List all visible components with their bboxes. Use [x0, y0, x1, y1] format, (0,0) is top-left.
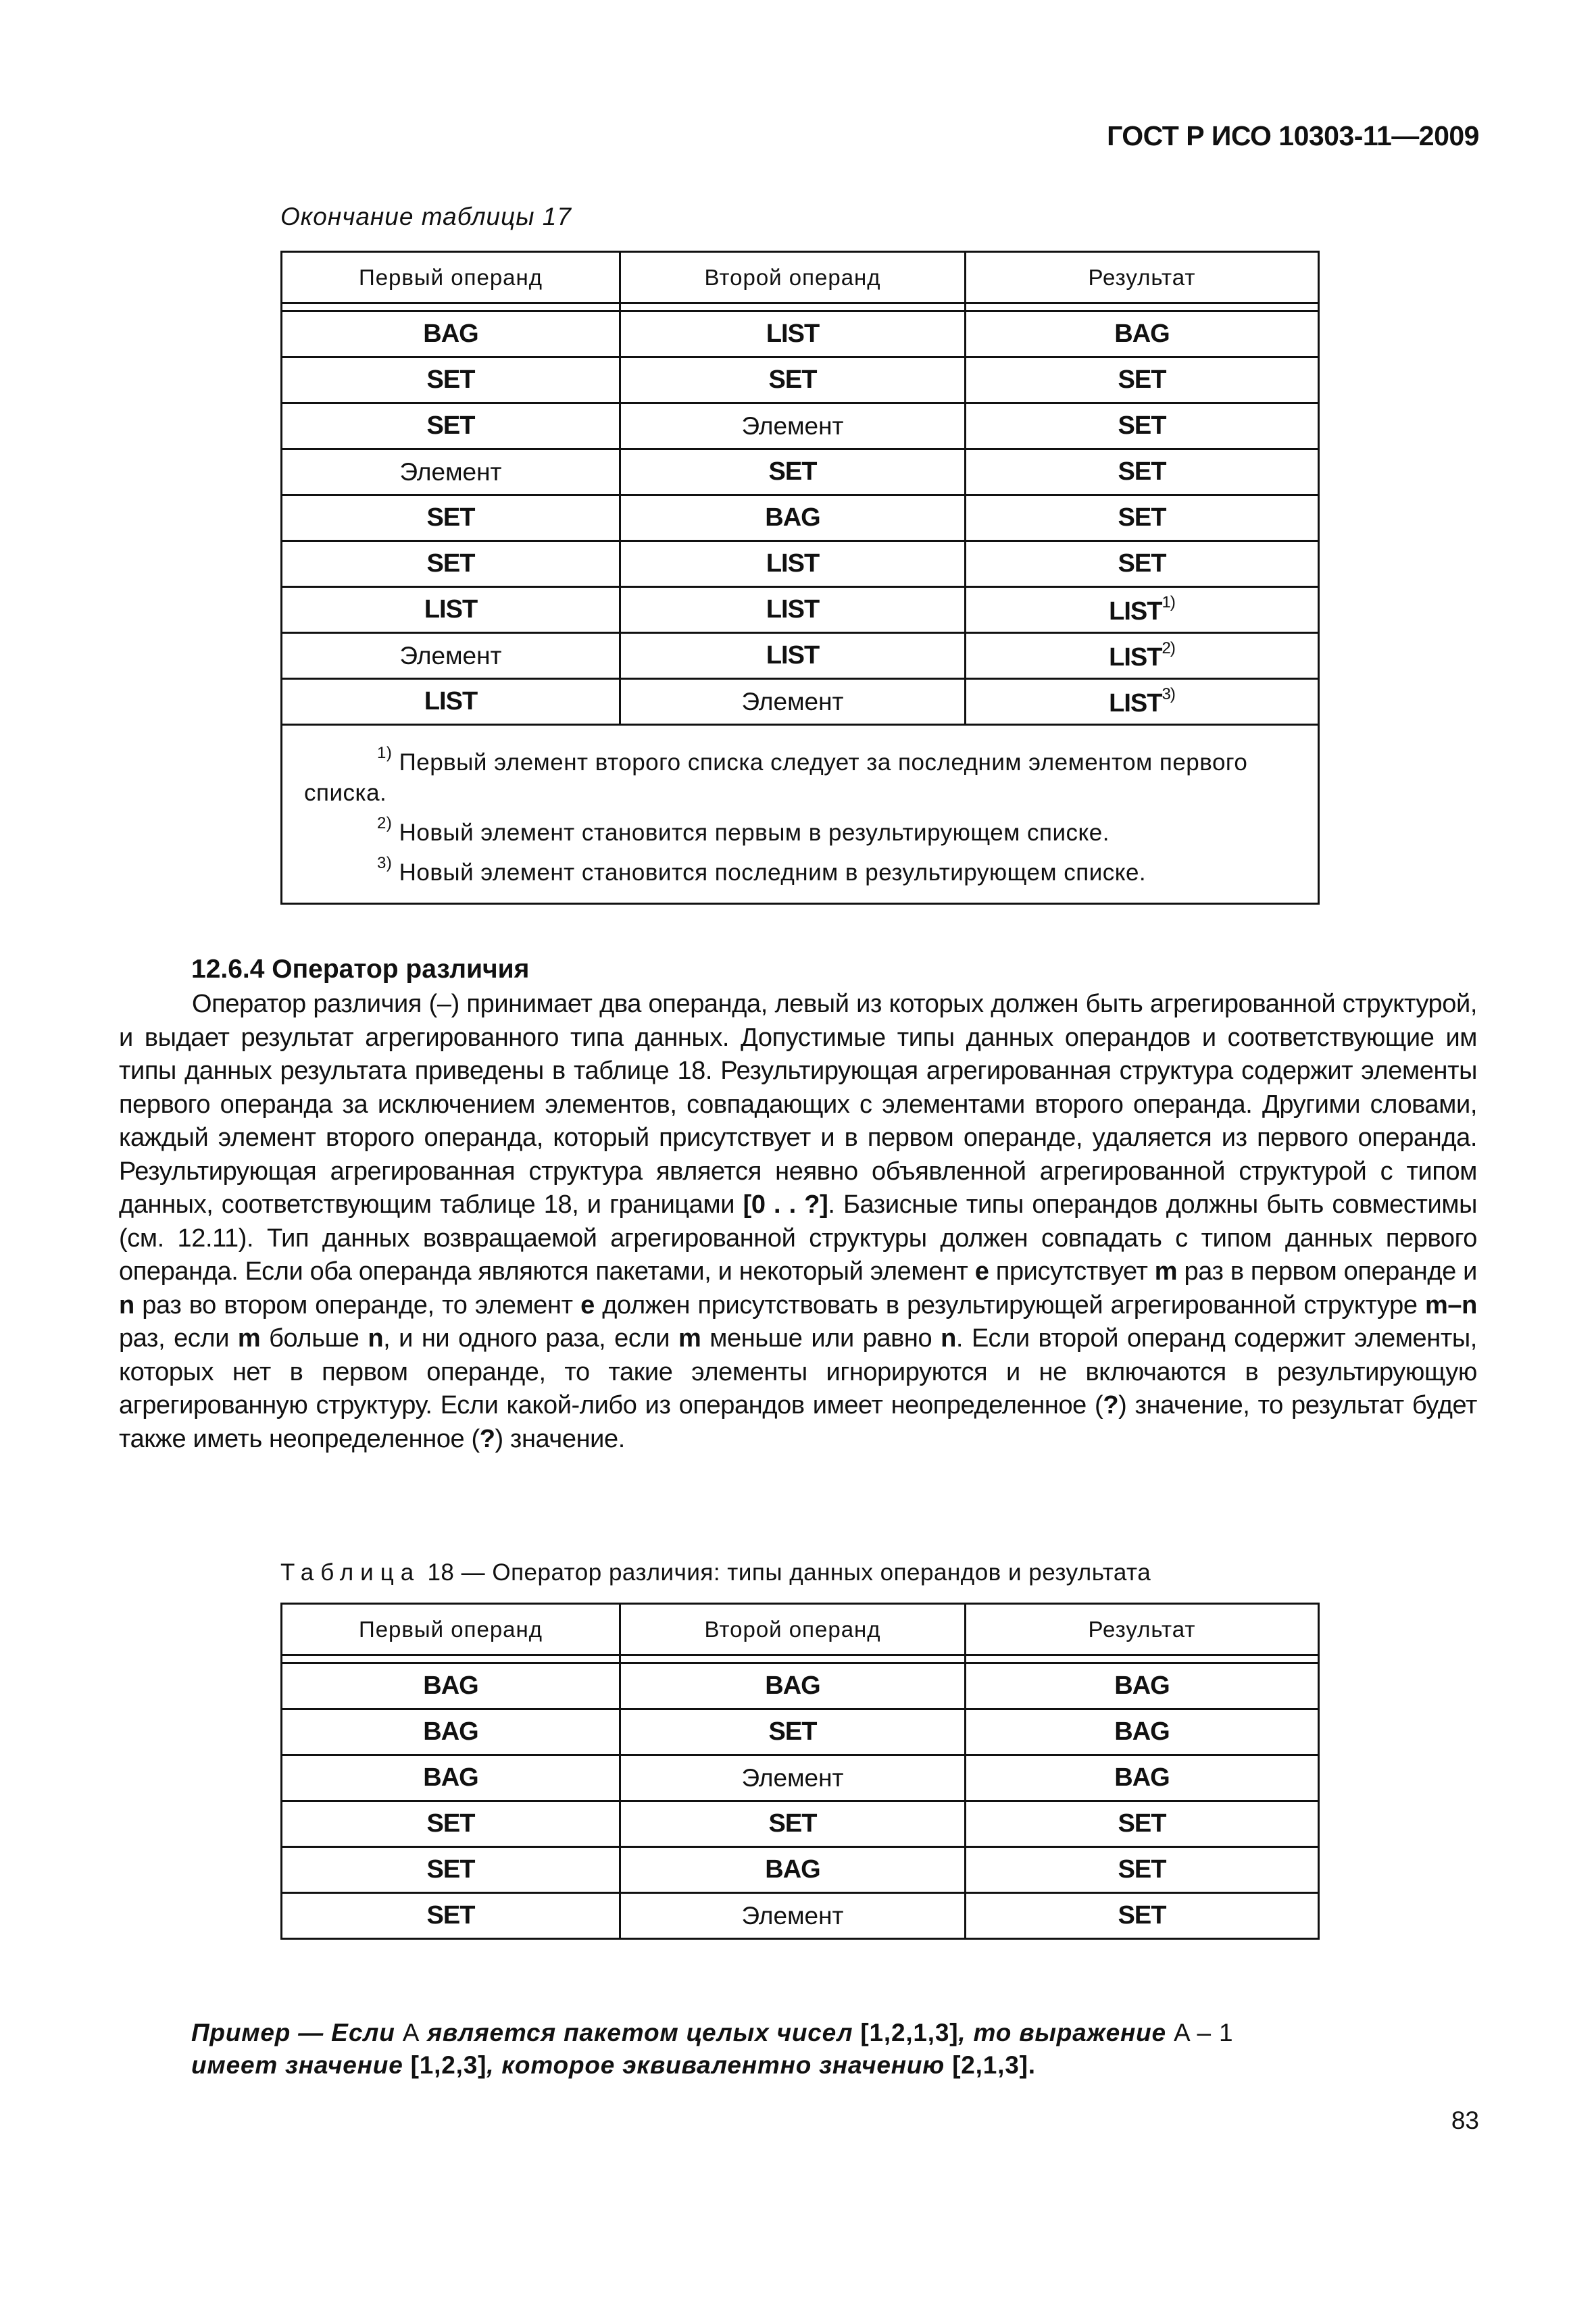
table-row	[282, 449, 1319, 495]
table-row	[282, 1801, 1319, 1847]
document-header: ГОСТ Р ИСО 10303-11—2009	[1107, 120, 1479, 151]
table-cell: SET	[966, 541, 1319, 587]
column-header: Результат	[966, 1604, 1319, 1655]
table-cell: BAG	[282, 311, 620, 357]
footnote: $^{3)}$ Новый элемент становится последним в результирующем списке.	[377, 854, 1147, 886]
table-cell: Элемент	[282, 449, 620, 495]
column-header: Второй операнд	[620, 1604, 966, 1655]
footnote-mark: 2)	[1162, 639, 1175, 657]
table-row	[282, 541, 1319, 587]
header-separator	[282, 1655, 1319, 1663]
table-row	[282, 1755, 1319, 1801]
footnote-continuation: списка.	[304, 780, 387, 806]
table-cell: SET	[620, 449, 966, 495]
table-cell: Элемент	[282, 633, 620, 679]
table-cell: SET	[966, 1893, 1319, 1939]
table-18-header-row	[282, 1604, 1319, 1655]
footnote: $^{2)}$ Новый элемент становится первым в результирующем списке.	[377, 814, 1109, 846]
header-separator	[282, 303, 1319, 311]
table-18	[280, 1603, 1320, 1940]
table-cell: LIST	[620, 633, 966, 679]
table-cell: SET	[282, 541, 620, 587]
table-row	[282, 495, 1319, 541]
table-cell: LIST$^{1)}$	[966, 587, 1319, 633]
table-row	[282, 1663, 1319, 1709]
section-paragraph: Оператор различия (–) принимает два операнда, левый из которых должен быть агрегированной структурой, и выдает результат агрегированного типа данных. Допустимые типы данных операндов и соответствующие им типы данных результата приведены в таблице 18. Результирующая агрегированная структура содержит элементы первого операнда за исключением элементов, совпадающих с элементами второго операнда. Другими словами, каждый элемент второго операнда, который присутствует и в первом операнде, удаляется из первого операнда. Результирующая агрегированная структура является неявно объявленной агрегированной структурой с типом данных, соответствующим таблице 18, и границами [0 . . ?]. Базисные типы операндов должны быть совместимы (см. 12.11). Тип данных возвращаемой агрегированной структуры должен совпадать с типом данных первого операнда. Если оба операнда являются пакетами, и некоторый элемент e присутствует m раз в первом операнде и n раз во втором операнде, то элемент e должен присутствовать в результирующей агрегированной структуре m–n раз, если m больше n, и ни одного раза, если m меньше или равно n. Если второй операнд содержит элементы, которых нет в первом операнде, то такие элементы игнорируются и не включаются в результирующую агрегированную структуру. Если какой-либо из операндов имеет неопределенное (?) значение, то результат будет также иметь неопределенное (?) значение.	[119, 990, 1477, 1453]
table-cell: SET	[966, 449, 1319, 495]
table-17	[280, 251, 1320, 905]
footnote-mark: 3)	[1162, 685, 1175, 703]
table-cell: BAG	[282, 1663, 620, 1709]
table-row	[282, 587, 1319, 633]
table-cell: SET	[282, 357, 620, 403]
table-cell: BAG	[282, 1755, 620, 1801]
table-cell: SET	[620, 1801, 966, 1847]
table-row	[282, 1847, 1319, 1893]
table-cell: LIST	[282, 587, 620, 633]
footnote-mark: 1)	[1162, 593, 1175, 611]
table-row	[282, 357, 1319, 403]
table-cell: SET	[620, 1709, 966, 1755]
table-cell: SET	[282, 403, 620, 449]
table-row	[282, 633, 1319, 679]
column-header: Результат	[966, 252, 1319, 303]
table-cell: SET	[966, 357, 1319, 403]
table-cell: Элемент	[620, 403, 966, 449]
table-cell: SET	[966, 1847, 1319, 1893]
table-row	[282, 311, 1319, 357]
table-cell: LIST$^{2)}$	[966, 633, 1319, 679]
table-cell: LIST$^{3)}$	[966, 679, 1319, 725]
table-17-body	[282, 252, 1319, 904]
table-cell: BAG	[282, 1709, 620, 1755]
table-row	[282, 679, 1319, 725]
table-notes-row	[282, 725, 1319, 904]
section-title: 12.6.4 Оператор различия	[191, 955, 530, 984]
table-footnotes	[282, 725, 1319, 904]
table-cell: SET	[282, 1801, 620, 1847]
column-header: Первый операнд	[282, 252, 620, 303]
table-cell: BAG	[620, 1663, 966, 1709]
footnote: $^{1)}$ Первый элемент второго списка следует за последним элементом первого	[377, 744, 1248, 776]
table-cell: SET	[966, 1801, 1319, 1847]
column-header: Второй операнд	[620, 252, 966, 303]
table-18-body	[282, 1604, 1319, 1939]
table-row	[282, 1893, 1319, 1939]
table-cell: Элемент	[620, 1893, 966, 1939]
table-cell: LIST	[620, 311, 966, 357]
table-cell: BAG	[966, 1709, 1319, 1755]
table-cell: SET	[282, 1893, 620, 1939]
table-cell: SET	[282, 1847, 620, 1893]
table-cell: BAG	[966, 311, 1319, 357]
page-number: 83	[1451, 2107, 1479, 2134]
table-cell: BAG	[620, 1847, 966, 1893]
table-18-caption: Таблица 18 — Оператор различия: типы данных операндов и результата	[280, 1559, 1151, 1586]
table-row	[282, 1709, 1319, 1755]
table-cell: SET	[966, 403, 1319, 449]
table-cell: Элемент	[620, 679, 966, 725]
table-cell: Элемент	[620, 1755, 966, 1801]
table-cell: BAG	[620, 495, 966, 541]
table-cell: LIST	[620, 541, 966, 587]
table-row	[282, 403, 1319, 449]
table-cell: LIST	[282, 679, 620, 725]
table-cell: SET	[620, 357, 966, 403]
table-cell: SET	[282, 495, 620, 541]
table-cell: BAG	[966, 1663, 1319, 1709]
table-17-continuation-caption: Окончание таблицы 17	[280, 203, 572, 230]
table-cell: BAG	[966, 1755, 1319, 1801]
example-note: Пример — Если A является пакетом целых чисел [1,2,1,3], то выражение A – 1 имеет значение [1,2,3], которое эквивалентно значению [2,1,3].	[191, 2019, 1234, 2079]
column-header: Первый операнд	[282, 1604, 620, 1655]
table-cell: SET	[966, 495, 1319, 541]
table-cell: LIST	[620, 587, 966, 633]
table-17-header-row	[282, 252, 1319, 303]
